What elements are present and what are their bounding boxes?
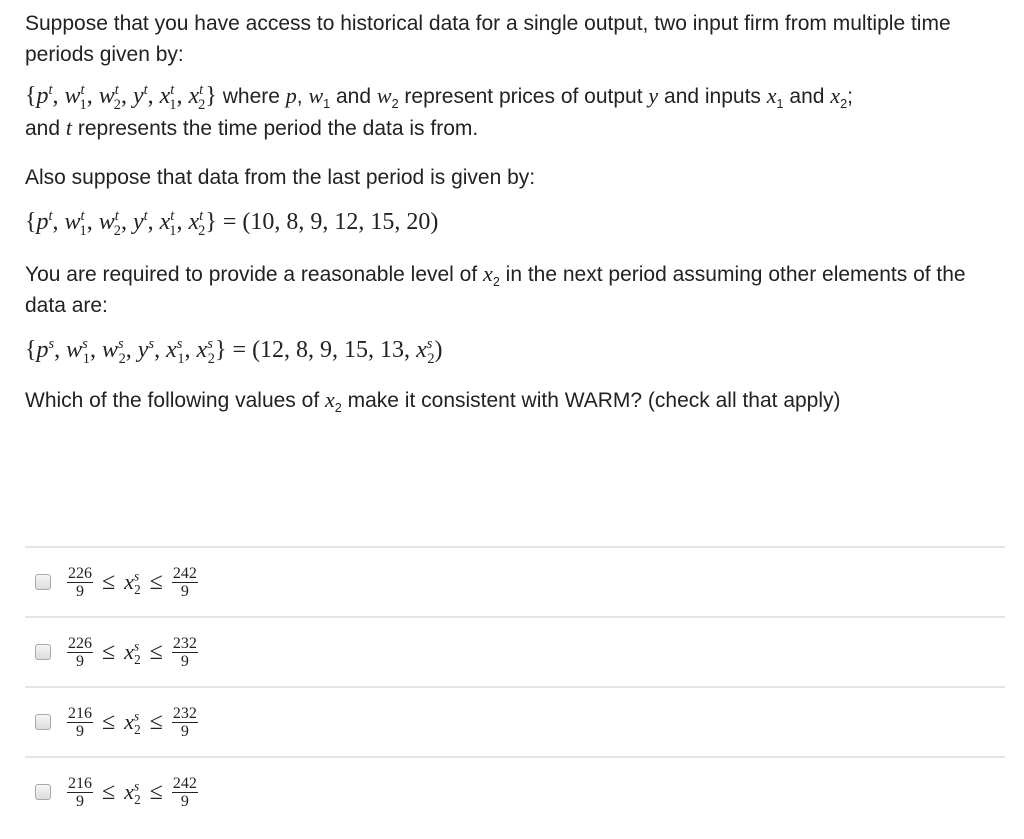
data-set-definition: {$p^t$, $w^t_1$, $w^t_2$, $y^t$, $x^t_1$, $x^t_2$} where p, $w_1$ and $w_2$ represent prices of output y and inputs $x_1$ and $x_2$; and t represents the time period the data is from. [25, 82, 853, 140]
next-period-intro: You are required to provide a reasonable level of $x_2$ in the next period assuming other elements of the data are: [25, 261, 966, 317]
option-expression: $\frac{216}{9}$ ≤ $x^s_2$ ≤ $\frac{232}{9}$ [68, 704, 197, 740]
intro-text: Suppose that you have access to historical data for a single output, two input firm from multiple time periods given by: [25, 12, 951, 66]
option-expression: $\frac{226}{9}$ ≤ $x^s_2$ ≤ $\frac{242}{9}$ [68, 564, 197, 600]
option-checkbox[interactable] [35, 644, 51, 660]
answer-options [25, 546, 1005, 826]
last-period-data: {$p^t$, $w^t_1$, $w^t_2$, $y^t$, $x^t_1$, $x^t_2\} = (10$, 8, 9, 12, 15, 20) [25, 208, 439, 239]
option-expression: $\frac{216}{9}$ ≤ $x^s_2$ ≤ $\frac{242}{9}$ [68, 774, 197, 810]
answer-option-2[interactable] [25, 616, 1005, 686]
next-period-data: {$p^s$, $w^s_1$, $w^s_2$, $y^s$, $x^s_1$, $x^s_2\} = (12$, 8, 9, 15, 13, $x^s_2$) [25, 336, 443, 367]
question-body [0, 0, 1024, 416]
option-checkbox[interactable] [35, 574, 51, 590]
answer-option-1[interactable] [25, 546, 1005, 616]
option-checkbox[interactable] [35, 784, 51, 800]
answer-option-3[interactable] [25, 686, 1005, 756]
option-checkbox[interactable] [35, 714, 51, 730]
question-prompt: Which of the following values of $x_2$ make it consistent with WARM? (check all that apply) [25, 387, 841, 416]
answer-option-4[interactable] [25, 756, 1005, 826]
option-expression: $\frac{226}{9}$ ≤ $x^s_2$ ≤ $\frac{232}{9}$ [68, 634, 197, 670]
last-period-intro: Also suppose that data from the last period is given by: [25, 166, 536, 189]
data-tuple-t: {$p^t$, $w^t_1$, $w^t_2$, $y^t$, $x^t_1$, $x^t_2$} [25, 82, 217, 113]
